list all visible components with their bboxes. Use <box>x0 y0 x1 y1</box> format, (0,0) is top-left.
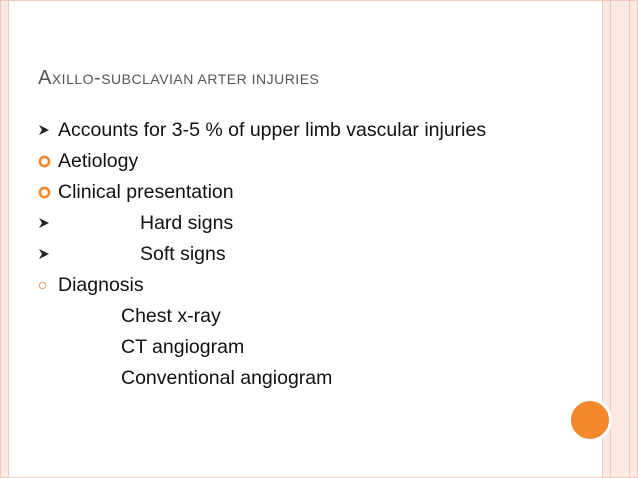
list-item-text: Hard signs <box>140 212 234 234</box>
list-item-text: Diagnosis <box>58 274 144 296</box>
list-item <box>38 147 578 178</box>
slide-title <box>38 67 319 90</box>
title-part: XILLO <box>51 71 95 87</box>
list-item <box>38 209 578 240</box>
circle-bullet-icon <box>38 271 56 299</box>
list-item-text: Conventional angiogram <box>121 367 333 389</box>
list-item <box>38 302 578 333</box>
bullet-list <box>38 116 578 395</box>
list-item-text: Clinical presentation <box>58 181 234 203</box>
arrow-bullet-icon <box>38 209 56 237</box>
title-part: SUBCLAVIAN ARTER INJURIES <box>101 71 320 87</box>
arrow-bullet-icon <box>38 240 56 268</box>
list-item-text: CT angiogram <box>121 336 245 358</box>
list-item-text: Chest x-ray <box>121 305 221 327</box>
list-item <box>38 271 578 302</box>
list-item <box>38 240 578 271</box>
list-item <box>38 178 578 209</box>
title-part: - <box>94 67 102 89</box>
list-item-text: Soft signs <box>140 243 226 265</box>
list-item <box>38 364 578 395</box>
list-item <box>38 333 578 364</box>
accent-circle <box>568 398 612 442</box>
list-item-text: Aetiology <box>58 150 139 172</box>
list-item-text: Accounts for 3-5 % of upper limb vascular injuries <box>58 119 487 141</box>
ring-bullet-icon <box>38 178 56 206</box>
list-item <box>38 116 578 147</box>
title-part: A <box>38 67 52 89</box>
arrow-bullet-icon <box>38 116 56 144</box>
ring-bullet-icon <box>38 147 56 175</box>
